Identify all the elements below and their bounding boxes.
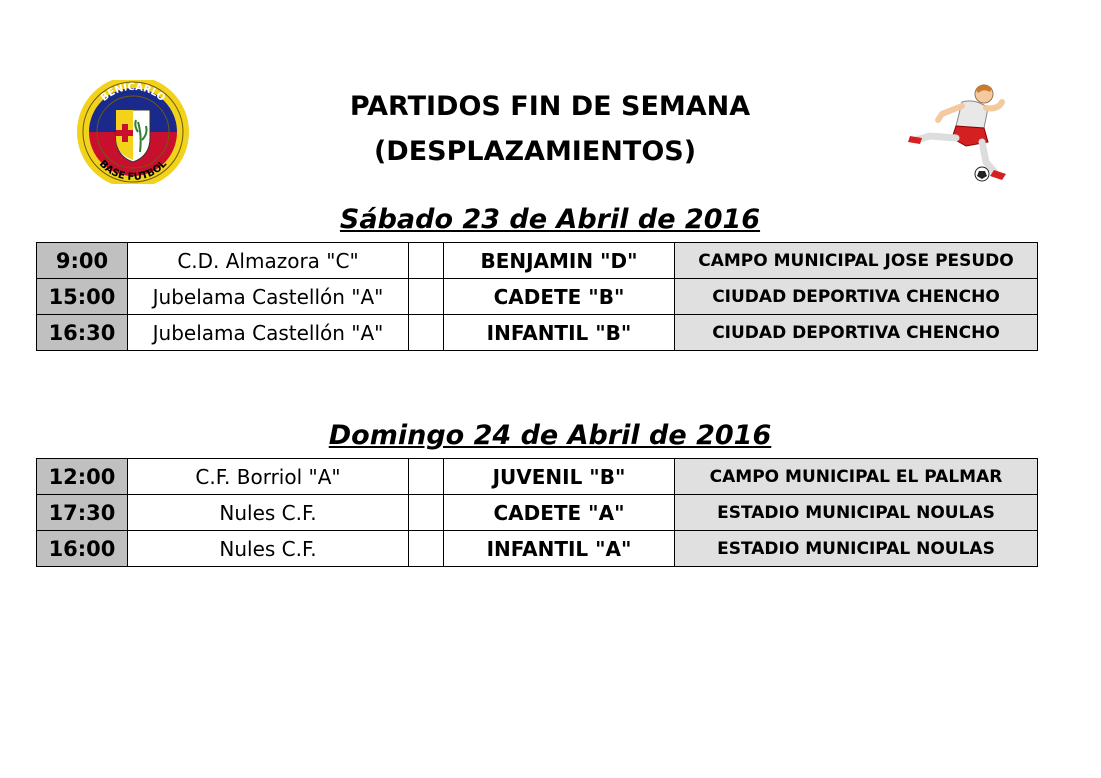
page-title-line2: (DESPLAZAMIENTOS) — [373, 136, 697, 167]
team-category: BENJAMIN "D" — [444, 243, 675, 279]
empty-cell — [409, 531, 444, 567]
opponent-team: Nules C.F. — [128, 531, 409, 567]
page-title-line1: PARTIDOS FIN DE SEMANA — [349, 91, 751, 122]
svg-text:BENICARLO: BENICARLO — [98, 81, 168, 104]
club-logo — [72, 80, 194, 184]
match-time: 16:30 — [37, 315, 128, 351]
match-time: 12:00 — [37, 459, 128, 495]
opponent-team: C.D. Almazora "C" — [128, 243, 409, 279]
venue: CAMPO MUNICIPAL JOSE PESUDO — [675, 243, 1038, 279]
schedule-table-saturday — [36, 242, 1038, 351]
opponent-team: C.F. Borriol "A" — [128, 459, 409, 495]
opponent-team: Nules C.F. — [128, 495, 409, 531]
empty-cell — [409, 243, 444, 279]
table-row — [37, 531, 1038, 567]
empty-cell — [409, 279, 444, 315]
table-row — [37, 459, 1038, 495]
svg-text:BASE FUTBOL: BASE FUTBOL — [96, 158, 170, 184]
table-row — [37, 279, 1038, 315]
team-category: INFANTIL "B" — [444, 315, 675, 351]
schedule-table-sunday — [36, 458, 1038, 567]
match-time: 16:00 — [37, 531, 128, 567]
opponent-team: Jubelama Castellón "A" — [128, 315, 409, 351]
team-category: CADETE "B" — [444, 279, 675, 315]
table-row — [37, 495, 1038, 531]
team-category: CADETE "A" — [444, 495, 675, 531]
table-row — [37, 243, 1038, 279]
day-heading-sunday: Domingo 24 de Abril de 2016 — [328, 420, 772, 451]
empty-cell — [409, 315, 444, 351]
venue: ESTADIO MUNICIPAL NOULAS — [675, 531, 1038, 567]
table-row — [37, 315, 1038, 351]
day-heading-saturday: Sábado 23 de Abril de 2016 — [339, 204, 761, 235]
match-time: 9:00 — [37, 243, 128, 279]
soccer-player-kicking-icon — [902, 80, 1014, 184]
team-category: INFANTIL "A" — [444, 531, 675, 567]
venue: CIUDAD DEPORTIVA CHENCHO — [675, 279, 1038, 315]
team-category: JUVENIL "B" — [444, 459, 675, 495]
empty-cell — [409, 459, 444, 495]
venue: CAMPO MUNICIPAL EL PALMAR — [675, 459, 1038, 495]
venue: ESTADIO MUNICIPAL NOULAS — [675, 495, 1038, 531]
opponent-team: Jubelama Castellón "A" — [128, 279, 409, 315]
match-time: 15:00 — [37, 279, 128, 315]
empty-cell — [409, 495, 444, 531]
venue: CIUDAD DEPORTIVA CHENCHO — [675, 315, 1038, 351]
match-time: 17:30 — [37, 495, 128, 531]
